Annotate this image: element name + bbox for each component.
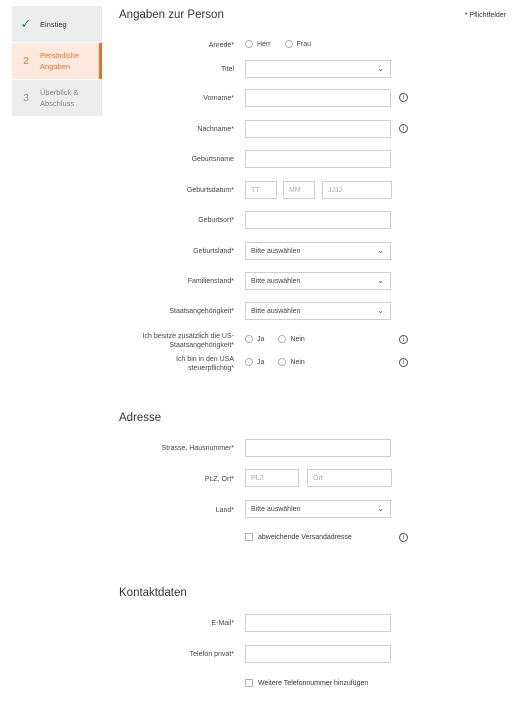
chevron-down-icon: ⌄ <box>377 276 384 285</box>
staatsangehoerigkeit-label: Staatsangehörigkeit* <box>169 308 234 315</box>
geburtsname-input[interactable] <box>245 150 391 168</box>
street-label: Strasse, Hausnummer* <box>161 445 234 452</box>
us-citizen-nein-option[interactable] <box>278 335 304 343</box>
radio-ja-label: Ja <box>257 358 265 366</box>
vorname-label: Vorname* <box>203 95 234 102</box>
geburtsland-value: Bitte auswählen <box>251 247 301 255</box>
radio-ja[interactable] <box>245 335 253 343</box>
chevron-down-icon: ⌄ <box>377 64 384 73</box>
step-label: Einstieg <box>40 19 67 29</box>
geburtsland-select[interactable] <box>245 242 391 260</box>
chevron-down-icon: ⌄ <box>377 246 384 255</box>
section-title-contact: Kontaktdaten <box>119 587 187 599</box>
step-label: Persönliche Angaben <box>40 51 80 71</box>
step-label: Überblick & Abschluss <box>40 88 79 108</box>
us-tax-radio-group <box>245 358 319 366</box>
info-icon[interactable]: i <box>399 358 408 367</box>
plz-input[interactable]: PLZ <box>245 469 299 487</box>
street-input[interactable] <box>245 439 391 457</box>
staatsangehoerigkeit-select[interactable] <box>245 302 391 320</box>
step-einstieg[interactable] <box>12 6 101 42</box>
geburtsdatum-label: Geburtsdatum* <box>186 187 234 194</box>
add-phone-checkbox[interactable] <box>245 679 253 687</box>
step-persoenliche-angaben[interactable] <box>12 43 101 79</box>
check-icon: ✓ <box>20 16 32 31</box>
radio-herr[interactable] <box>245 40 253 48</box>
birth-month-input[interactable]: MM <box>283 181 315 199</box>
birth-year-input[interactable]: JJJJ <box>322 181 392 199</box>
anrede-frau-option[interactable] <box>285 40 311 48</box>
land-select[interactable] <box>245 500 391 518</box>
phone-input[interactable] <box>245 645 391 663</box>
geburtsname-label: Geburtsname <box>191 156 234 163</box>
email-label: E-Mail* <box>211 620 234 627</box>
info-icon[interactable]: i <box>399 533 408 542</box>
land-value: Bitte auswählen <box>251 505 301 513</box>
section-title-address: Adresse <box>119 412 162 424</box>
anrede-radio-group <box>245 40 325 48</box>
phone-label: Telefon privat* <box>189 651 234 658</box>
chevron-down-icon: ⌄ <box>377 306 384 315</box>
geburtsland-label: Geburtsland* <box>193 248 234 255</box>
alt-shipping-checkbox[interactable] <box>245 533 253 541</box>
info-icon[interactable]: i <box>399 335 408 344</box>
geburtsort-label: Geburtsort* <box>198 217 234 224</box>
email-input[interactable] <box>245 614 391 632</box>
radio-ja-label: Ja <box>257 335 265 343</box>
ort-input[interactable]: Ort <box>307 469 392 487</box>
info-icon[interactable]: i <box>399 93 408 102</box>
anrede-label: Anrede* <box>208 42 234 49</box>
birth-day-input[interactable]: TT <box>245 181 277 199</box>
required-note: * Pflichtfelder <box>464 12 506 19</box>
step-number: 3 <box>23 92 29 104</box>
titel-label: Titel <box>221 66 234 73</box>
nachname-label: Nachname* <box>197 126 234 133</box>
us-tax-label: Ich bin in den USA steuerpflichtig* <box>176 356 234 372</box>
radio-ja[interactable] <box>245 358 253 366</box>
section-title-person: Angaben zur Person <box>119 9 224 21</box>
nachname-input[interactable] <box>245 120 391 138</box>
progress-sidebar <box>12 6 102 116</box>
radio-nein[interactable] <box>278 335 286 343</box>
familienstand-label: Familienstand* <box>187 278 234 285</box>
add-phone-option[interactable] <box>245 679 368 687</box>
us-citizen-label: Ich besitze zusätzlich die US-Staatsangehörigkeit* <box>142 333 234 349</box>
us-citizen-radio-group <box>245 335 319 343</box>
us-citizen-ja-option[interactable] <box>245 335 264 343</box>
geburtsort-input[interactable] <box>245 211 391 229</box>
titel-select[interactable] <box>245 60 391 78</box>
step-ueberblick[interactable] <box>12 80 101 116</box>
radio-nein-label: Nein <box>290 335 305 343</box>
land-label: Land* <box>215 507 234 514</box>
step-number: 2 <box>23 55 29 67</box>
anrede-herr-option[interactable] <box>245 40 271 48</box>
radio-nein[interactable] <box>278 358 286 366</box>
radio-frau-label: Frau <box>296 40 312 48</box>
familienstand-select[interactable] <box>245 272 391 290</box>
info-icon[interactable]: i <box>399 124 408 133</box>
familienstand-value: Bitte auswählen <box>251 277 301 285</box>
add-phone-label: Weitere Telefonnummer hinzufügen <box>258 679 369 687</box>
alt-shipping-option[interactable] <box>245 533 352 541</box>
staatsangehoerigkeit-value: Bitte auswählen <box>251 307 301 315</box>
vorname-input[interactable] <box>245 89 391 107</box>
alt-shipping-label: abweichende Versandadresse <box>258 533 352 541</box>
radio-frau[interactable] <box>285 40 293 48</box>
chevron-down-icon: ⌄ <box>377 504 384 513</box>
radio-herr-label: Herr <box>257 40 271 48</box>
us-tax-nein-option[interactable] <box>278 358 304 366</box>
us-tax-ja-option[interactable] <box>245 358 264 366</box>
plz-ort-label: PLZ, Ort* <box>204 476 234 483</box>
radio-nein-label: Nein <box>290 358 305 366</box>
